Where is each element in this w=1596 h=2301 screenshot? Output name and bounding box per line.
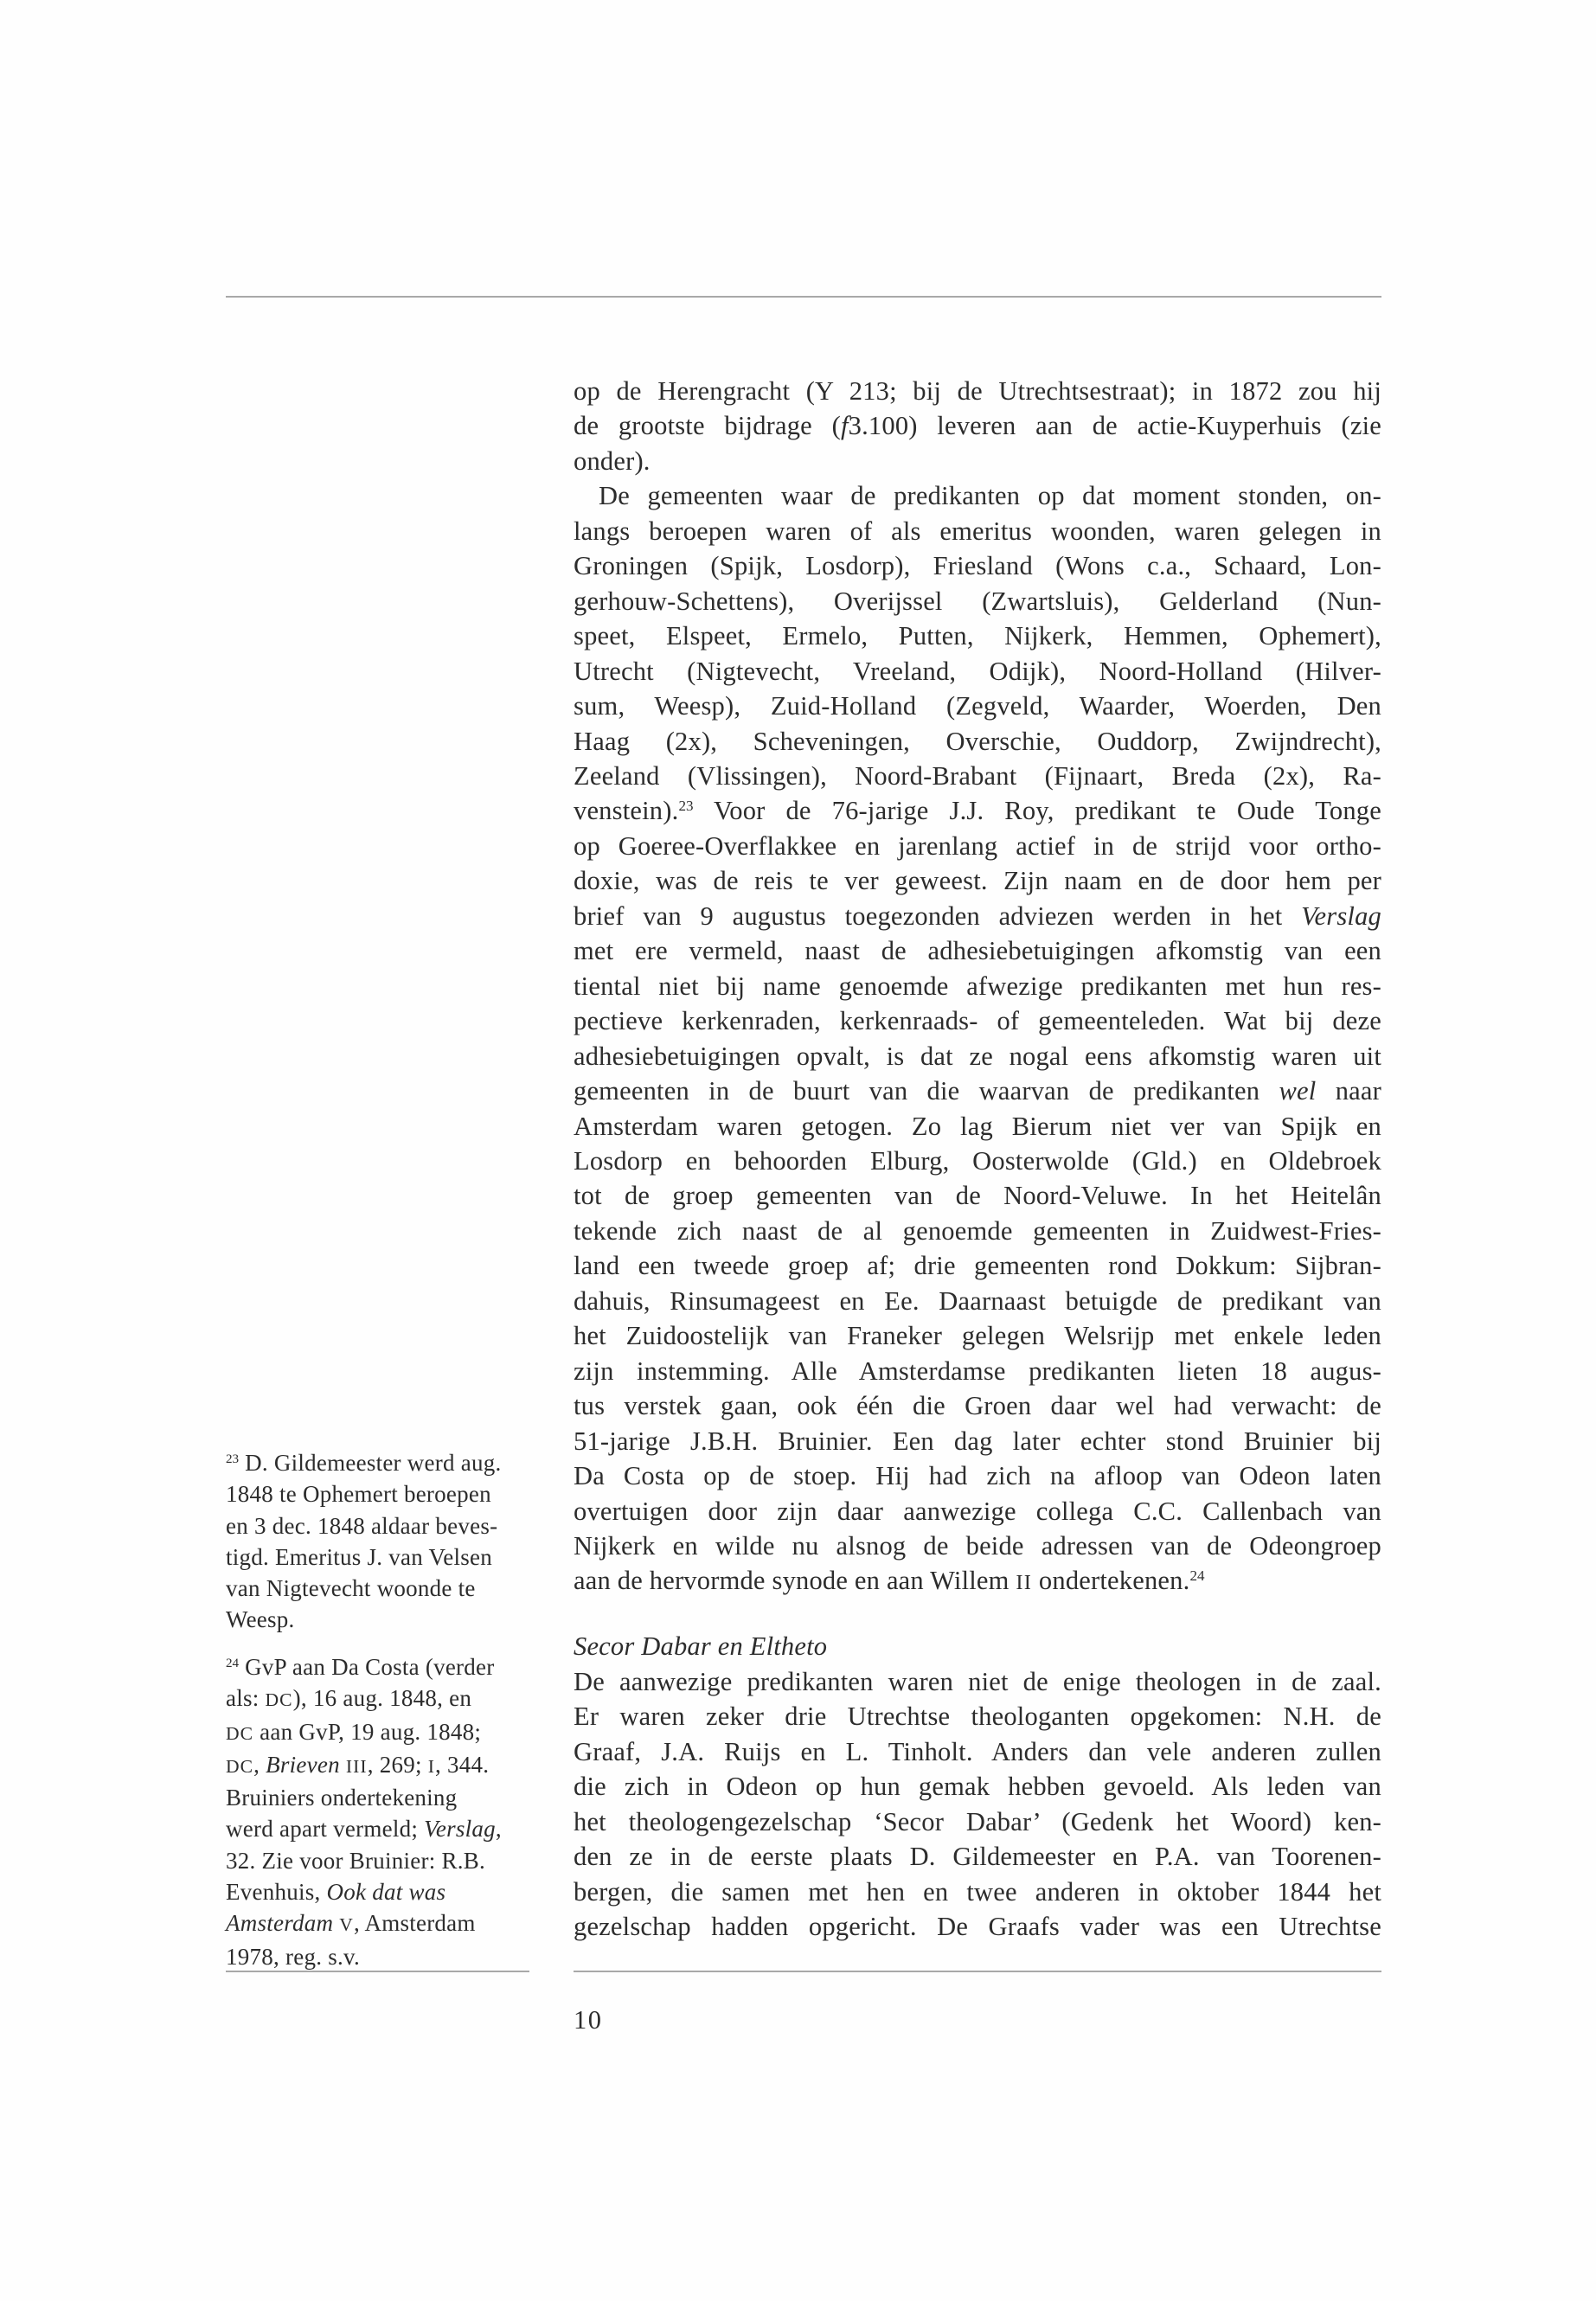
text-line [226, 1682, 529, 1715]
text-segment: het Zuidoostelijk van Franeker gelegen Welsrijp met enkele leden [574, 1321, 1381, 1351]
text-line [574, 1529, 1381, 1563]
text-segment: brief van 9 augustus toegezonden adviezen werden in het [574, 901, 1302, 931]
text-line [574, 1563, 1381, 1600]
text-segment: Groningen (Spijk, Losdorp), Friesland (Wons c.a., Schaard, Lon- [574, 551, 1381, 581]
text-segment: aan GvP, 19 aug. 1848; [253, 1718, 482, 1745]
text-line [574, 444, 1381, 478]
text-line [226, 1604, 529, 1635]
text-line [226, 1573, 529, 1604]
text-segment: naar [1316, 1076, 1382, 1106]
text-line [226, 1845, 529, 1876]
bottom-rule-notes [226, 1971, 529, 1972]
text-line [574, 863, 1381, 898]
text-segment: pectieve kerkenraden, kerkenraads- of gemeenteleden. Wat bij deze [574, 1006, 1381, 1036]
text-segment: ), 16 aug. 1848, en [292, 1685, 472, 1712]
text-line [574, 1388, 1381, 1423]
footnote-reference: 24 [1189, 1567, 1205, 1584]
text-line [574, 584, 1381, 619]
paragraph [574, 1664, 1381, 1945]
text-segment: tiental niet bij name genoemde afwezige predikanten met hun res- [574, 971, 1381, 1001]
text-line [574, 1909, 1381, 1944]
top-rule [226, 296, 1381, 298]
text-line [226, 1876, 529, 1907]
small-caps-text: DC [226, 1755, 254, 1777]
text-segment: Er waren zeker drie Utrechtse theologanten opgekomen: N.H. de [574, 1702, 1381, 1732]
text-line [574, 1804, 1381, 1839]
text-segment: Haag (2x), Scheveningen, Overschie, Ouddorp, Zwijndrecht), [574, 726, 1381, 756]
text-line [226, 1813, 529, 1844]
italic-text: Ook dat was [326, 1879, 446, 1906]
text-segment: het theologengezelschap ‘Secor Dabar’ (Gedenk het Woord) ken- [574, 1806, 1381, 1836]
text-segment [340, 1752, 346, 1778]
text-segment: werd apart vermeld; [226, 1816, 425, 1843]
text-line [226, 1447, 529, 1478]
text-line [226, 1510, 529, 1541]
italic-text: Verslag [424, 1816, 496, 1843]
text-line [574, 1699, 1381, 1734]
italic-text: Verslag [1301, 901, 1381, 931]
text-line [574, 1875, 1381, 1909]
text-line [574, 1284, 1381, 1318]
italic-text: f [840, 411, 849, 441]
text-line [574, 1318, 1381, 1353]
footnote-reference: 23 [226, 1452, 240, 1466]
text-line [574, 1734, 1381, 1769]
text-line [226, 1749, 529, 1782]
text-segment: die zich in Odeon op hun gemak hebben gevoeld. Als leden van [574, 1772, 1381, 1802]
footnote-24 [226, 1651, 529, 1972]
footnote-reference: 23 [678, 797, 694, 814]
main-text-column [574, 374, 1381, 1944]
text-line [574, 689, 1381, 723]
italic-text: Amsterdam [226, 1910, 334, 1937]
small-caps-text: DC [265, 1689, 293, 1711]
text-segment: Voor de 76-jarige J.J. Roy, predikant te Oude Tonge [693, 796, 1381, 826]
text-segment: Da Costa op de stoep. Hij had zich na afloop van Odeon laten [574, 1461, 1381, 1491]
text-segment: 32. Zie voor Bruinier: R.B. [226, 1847, 485, 1874]
text-segment: de grootste bijdrage ( [574, 411, 841, 441]
text-line [574, 724, 1381, 759]
text-segment: onder). [574, 445, 651, 476]
text-segment: tus verstek gaan, ook één die Groen daar wel had verwacht: de [574, 1391, 1381, 1421]
text-segment: Zeeland (Vlissingen), Noord-Brabant (Fijnaart, Breda (2x), Ra- [574, 760, 1381, 791]
text-segment: van Nigtevecht woonde te [226, 1575, 476, 1602]
text-segment: op de Herengracht (Y 213; bij de Utrechtsestraat); in 1872 zou hij [574, 376, 1381, 406]
section-heading: Secor Dabar en Eltheto [574, 1631, 828, 1662]
text-segment: gerhouw-Schettens), Overijssel (Zwartsluis), Gelderland (Nun- [574, 586, 1381, 616]
text-segment: De gemeenten waar de predikanten op dat moment stonden, on- [599, 481, 1381, 511]
page-number: 10 [574, 2005, 603, 2035]
text-segment: aan de hervormde synode en aan Willem [574, 1566, 1016, 1596]
text-segment: GvP aan Da Costa (verder [239, 1654, 495, 1680]
paragraph [574, 478, 1381, 1601]
text-line [574, 1003, 1381, 1038]
text-segment: Evenhuis, [226, 1879, 327, 1906]
text-line [574, 654, 1381, 689]
paragraph-continued [574, 374, 1381, 478]
text-segment: Graaf, J.A. Ruijs en L. Tinholt. Anders dan vele anderen zullen [574, 1736, 1381, 1766]
text-line [226, 1478, 529, 1509]
text-segment: Amsterdam waren getogen. Zo lag Bierum niet ver van Spijk en [574, 1111, 1381, 1141]
bottom-rule-main [574, 1971, 1381, 1972]
italic-text: wel [1279, 1076, 1317, 1106]
text-segment: doxie, was de reis te ver geweest. Zijn naam en de door hem per [574, 866, 1381, 896]
text-line [574, 1769, 1381, 1804]
text-line [574, 1074, 1381, 1108]
text-segment: , [495, 1816, 502, 1843]
text-segment: speet, Elspeet, Ermelo, Putten, Nijkerk, Hemmen, Ophemert), [574, 621, 1381, 651]
text-segment: De aanwezige predikanten waren niet de enige theologen in de zaal. [574, 1666, 1381, 1696]
text-line [574, 793, 1381, 828]
text-segment: gemeenten in de buurt van die waarvan de predikanten [574, 1076, 1279, 1106]
text-segment: land een tweede groep af; drie gemeenten rond Dokkum: Sijbran- [574, 1251, 1381, 1281]
text-line [226, 1651, 529, 1682]
text-segment: , 269; [367, 1751, 428, 1778]
text-line [574, 759, 1381, 793]
small-caps-text: DC [226, 1722, 254, 1744]
text-segment: en 3 dec. 1848 aldaar beves- [226, 1512, 498, 1539]
text-line [574, 1424, 1381, 1458]
footnote-reference: 24 [226, 1656, 240, 1670]
text-segment: Losdorp en behoorden Elburg, Oosterwolde (Gld.) en Oldebroek [574, 1145, 1381, 1176]
text-line [226, 1907, 529, 1940]
text-segment: langs beroepen waren of als emeritus woonden, waren gelegen in [574, 516, 1381, 546]
text-segment: op Goeree-Overflakkee en jarenlang actief in de strijd voor ortho- [574, 830, 1381, 861]
small-caps-text: III [345, 1755, 368, 1777]
text-segment: Bruiniers ondertekening [226, 1785, 458, 1811]
text-segment: Weesp. [226, 1606, 295, 1633]
text-line [226, 1782, 529, 1813]
text-segment: tekende zich naast de al genoemde gemeenten in Zuidwest-Fries- [574, 1215, 1381, 1246]
text-line [574, 1248, 1381, 1283]
text-segment: 1978, reg. s.v. [226, 1943, 360, 1970]
text-line [574, 1039, 1381, 1074]
text-segment: dahuis, Rinsumageest en Ee. Daarnaast betuigde de predikant van [574, 1285, 1381, 1316]
small-caps-text: II [1016, 1571, 1033, 1595]
text-line [574, 514, 1381, 548]
text-segment: , [253, 1751, 266, 1778]
text-line [574, 1178, 1381, 1213]
text-segment: Utrecht (Nigtevecht, Vreeland, Odijk), Noord-Holland (Hilver- [574, 656, 1381, 686]
text-segment: , 344. [435, 1751, 490, 1778]
text-segment: venstein). [574, 796, 679, 826]
text-line [226, 1716, 529, 1749]
text-segment: Nijkerk en wilde nu alsnog de beide adressen van de Odeongroep [574, 1530, 1381, 1561]
text-segment: tigd. Emeritus J. van Velsen [226, 1543, 492, 1570]
text-segment: 1848 te Ophemert beroepen [226, 1481, 491, 1508]
text-line [574, 933, 1381, 968]
text-line [574, 374, 1381, 408]
text-line [574, 619, 1381, 653]
text-segment: overtuigen door zijn daar aanwezige collega C.C. Callenbach van [574, 1496, 1381, 1526]
text-segment: bergen, die samen met hen en twee anderen in oktober 1844 het [574, 1876, 1381, 1907]
footnote-23 [226, 1447, 529, 1636]
small-caps-text: I [427, 1755, 435, 1777]
text-segment: gezelschap hadden opgericht. De Graafs vader was een Utrechtse [574, 1911, 1381, 1941]
text-segment: met ere vermeld, naast de adhesiebetuigingen afkomstig van een [574, 936, 1381, 966]
text-line [574, 1839, 1381, 1874]
text-segment: sum, Weesp), Zuid-Holland (Zegveld, Waarder, Woerden, Den [574, 691, 1381, 721]
text-segment: adhesiebetuigingen opvalt, is dat ze nogal eens afkomstig waren uit [574, 1041, 1381, 1071]
text-line [574, 969, 1381, 1003]
text-segment: den ze in de eerste plaats D. Gildemeester en P.A. van Toorenen- [574, 1842, 1381, 1872]
text-segment: 51-jarige J.B.H. Bruinier. Een dag later echter stond Bruinier bij [574, 1426, 1381, 1456]
text-line [574, 1109, 1381, 1144]
text-segment: , Amsterdam [353, 1910, 476, 1937]
text-line [574, 478, 1381, 513]
text-line [574, 1354, 1381, 1388]
text-line [574, 1664, 1381, 1699]
text-line [574, 548, 1381, 583]
text-segment: zijn instemming. Alle Amsterdamse predikanten lieten 18 augus- [574, 1356, 1381, 1386]
text-line [574, 1458, 1381, 1493]
text-segment: tot de groep gemeenten van de Noord-Veluwe. In het Heitelân [574, 1181, 1381, 1211]
text-line [574, 899, 1381, 933]
text-line [574, 829, 1381, 863]
text-line [574, 1144, 1381, 1178]
text-segment: ondertekenen. [1032, 1566, 1190, 1596]
text-segment: 3.100) leveren aan de actie-Kuyperhuis (zie [848, 411, 1381, 441]
text-segment: als: [226, 1685, 266, 1712]
text-line [226, 1541, 529, 1573]
italic-text: Brieven [266, 1751, 340, 1778]
text-segment: D. Gildemeester werd aug. [239, 1450, 502, 1476]
text-line [574, 1494, 1381, 1529]
text-line [574, 1214, 1381, 1248]
text-line [226, 1941, 529, 1972]
small-caps-text: V [339, 1914, 354, 1936]
text-line [574, 408, 1381, 443]
